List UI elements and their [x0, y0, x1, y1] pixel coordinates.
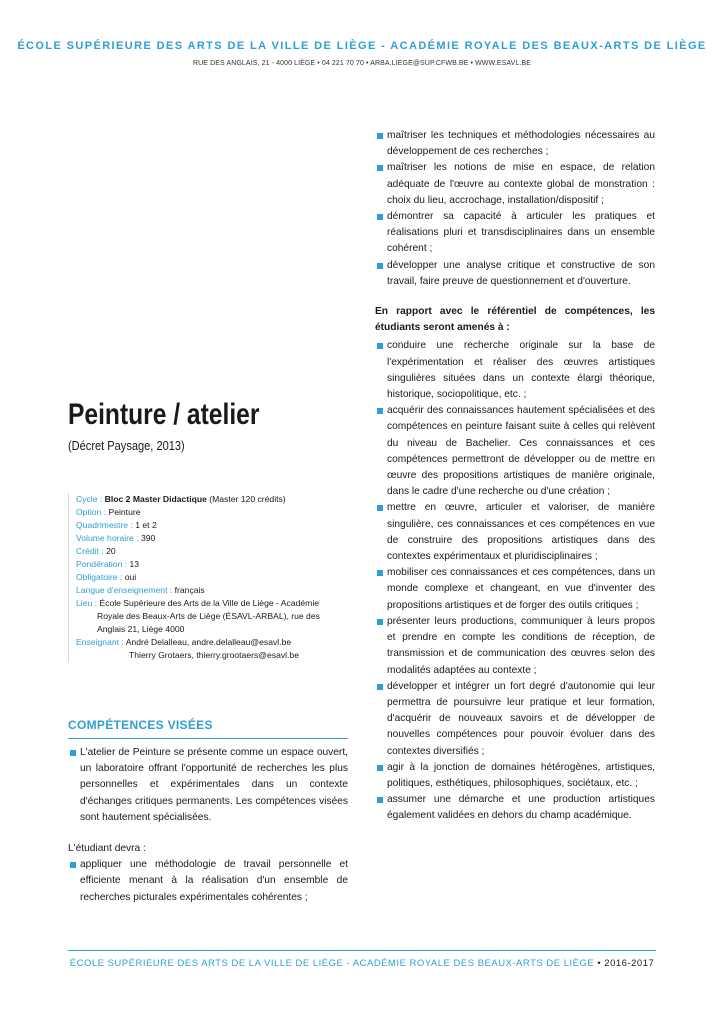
footer-separator: • [594, 958, 605, 969]
info-value: français [174, 585, 205, 595]
referentiel-intro: En rapport avec le référentiel de compétences, les étudiants seront amenés à : [375, 306, 655, 334]
list-item-text: assumer une démarche et une production artistiques également validées en dehors du champ académique. [387, 794, 655, 822]
list-item-text: maîtriser les notions de mise en espace, de relation adéquate de l'œuvre au contexte global de monstration : choix du lieu, accrochage, installation/dispositif ; [387, 162, 655, 206]
footer-school: ÉCOLE SUPÉRIEURE DES ARTS DE LA VILLE DE LIÈGE - ACADÉMIE ROYALE DES BEAUX-ARTS DE LIÈGE [69, 958, 595, 969]
list-item [375, 258, 655, 290]
list-item-text: mobiliser ces connaissances et ces compétences, dans un monde complexe et changeant, en vue d'inventer des propositions artistiques et de forger des outils critiques ; [387, 567, 655, 611]
list-item-text: démontrer sa capacité à articuler les pratiques et réalisations pluri et transdisciplinaires dans un ensemble cohérent ; [387, 211, 655, 255]
info-langue [76, 584, 353, 597]
info-label: Cycle : [76, 494, 105, 504]
bullet-square-icon [70, 750, 76, 756]
list-item [375, 565, 655, 614]
course-title: Peinture / atelier [68, 398, 260, 431]
list-item [375, 128, 655, 160]
info-lieu [76, 597, 353, 610]
list-item-text: développer et intégrer un fort degré d'autonomie qui leur permettra de poursuivre leur pratique et leur formation, d'acquérir de nouveaux savoirs et de développer de nouvelles compétences pour pouvoir évoluer dans des contextes diversifiés ; [387, 680, 655, 757]
bullet-square-icon [377, 263, 383, 269]
intro-list [68, 745, 348, 826]
info-lieu-line2: Royale des Beaux-Arts de Liège (ÉSAVL-ARBAL), rue des [97, 611, 320, 621]
course-subtitle: (Décret Paysage, 2013) [68, 438, 185, 453]
bullet-square-icon [377, 165, 383, 171]
bullet-square-icon [70, 862, 76, 868]
list-item [375, 792, 655, 824]
bullet-square-icon [377, 684, 383, 690]
list-item-text: agir à la jonction de domaines hétérogènes, artistiques, politiques, esthétiques, philosophiques, sociétaux, etc. ; [387, 761, 655, 789]
header-contact-line: RUE DES ANGLAIS, 21 - 4000 LIÈGE • 04 221 70 70 • ARBA.LIEGE@SUP.CFWB.BE • WWW.ESAVL.BE [192, 60, 532, 67]
bullet-square-icon [377, 133, 383, 139]
footer-year: 2016-2017 [604, 958, 655, 969]
right-column-text [375, 128, 655, 825]
info-option [76, 506, 353, 519]
footer-divider [68, 950, 656, 951]
list-item [375, 614, 655, 679]
list-item [375, 760, 655, 792]
right-bullet-list-2 [375, 338, 655, 824]
bullet-square-icon [377, 765, 383, 771]
info-label: Langue d'enseignement : [76, 585, 175, 595]
list-item [375, 500, 655, 565]
bullet-square-icon [377, 570, 383, 576]
list-item [68, 857, 348, 906]
intro-paragraph: L'atelier de Peinture se présente comme un espace ouvert, un laboratoire offrant l'opportunité de recherches les plus personnelles et expérimentales dans un contexte d'échanges critiques permanents. Les compétences visées sont hautement spécialisées. [80, 747, 348, 823]
info-value: Bloc 2 Master Didactique [104, 494, 207, 504]
course-info-block [68, 493, 353, 662]
left-bullet-list [68, 857, 348, 906]
info-label: Lieu : [76, 598, 100, 608]
bullet-square-icon [377, 797, 383, 803]
list-item [68, 745, 348, 826]
list-item [375, 160, 655, 209]
info-value: oui [124, 572, 137, 582]
info-ponderation [76, 558, 353, 571]
info-obligatoire [76, 571, 353, 584]
footer [0, 958, 724, 969]
list-item-text: acquérir des connaissances hautement spécialisées et des compétences en peinture faisant suite à celles qui relèvent du niveau de Bachelier. Ces connaissances et ces compétences permettront de développer ou de mettre en œuvre des propositions artistiques de manière originale, dans le cadre d'une recherche ou d'une création ; [387, 405, 655, 498]
info-cycle [76, 493, 353, 506]
list-item [375, 209, 655, 258]
bullet-square-icon [377, 343, 383, 349]
right-bullet-list-1 [375, 128, 655, 290]
info-value: 13 [129, 559, 140, 569]
info-label: Obligatoire : [76, 572, 125, 582]
bullet-square-icon [377, 408, 383, 414]
info-value: École Supérieure des Arts de la Ville de Liège - Académie [99, 598, 320, 608]
header-school-title: ÉCOLE SUPÉRIEURE DES ARTS DE LA VILLE DE LIÈGE - ACADÉMIE ROYALE DES BEAUX-ARTS DE LIÈGE [17, 40, 707, 52]
info-value: André Delalleau, andre.delalleau@esavl.be [125, 637, 292, 647]
list-item [375, 403, 655, 500]
list-item-text: mettre en œuvre, articuler et valoriser, de manière singulière, ces connaissances et ces compétences en vue de construire des propositions artistiques dans des contextes expérimentaux et pluridisciplinaires ; [387, 502, 655, 563]
list-item-text: présenter leurs productions, communiquer à leurs propos et prendre en compte les conditions de réception, de transmission et de communication des œuvres selon des modalités adaptées au contexte ; [387, 615, 655, 676]
etudiant-devra: L'étudiant devra : [68, 843, 146, 855]
list-item [375, 338, 655, 403]
info-label: Volume horaire : [76, 533, 141, 543]
info-quadrimestre [76, 519, 353, 532]
bullet-square-icon [377, 214, 383, 220]
bullet-square-icon [377, 619, 383, 625]
info-volume [76, 532, 353, 545]
info-value: 20 [106, 546, 116, 556]
left-column-text [68, 745, 348, 906]
info-label: Option : [76, 507, 109, 517]
info-lieu-line3: Anglais 21, Liège 4000 [97, 624, 185, 634]
bullet-square-icon [377, 505, 383, 511]
info-enseignant-2: Thierry Grotaers, thierry.grootaers@esavl.be [129, 650, 299, 660]
info-value-extra: (Master 120 crédits) [206, 494, 286, 504]
info-label: Enseignant : [76, 637, 126, 647]
info-credit [76, 545, 353, 558]
info-value: 390 [140, 533, 156, 543]
info-enseignant [76, 636, 353, 649]
list-item [375, 679, 655, 760]
section-heading-competences: COMPÉTENCES VISÉES [68, 718, 348, 739]
info-label: Quadrimestre : [76, 520, 136, 530]
info-value: Peinture [108, 507, 141, 517]
info-label: Pondération : [76, 559, 130, 569]
info-label: Crédit : [76, 546, 107, 556]
list-item-text: conduire une recherche originale sur la base de l'expérimentation et réaliser des œuvres artistiques singulières situées dans un contexte élargi théorique, historique, sociopolitique, etc. ; [387, 340, 655, 401]
info-value: 1 et 2 [135, 520, 157, 530]
list-item-text: développer une analyse critique et constructive de son travail, faire preuve de questionnement et d'ouverture. [387, 259, 655, 287]
list-item-text: maîtriser les techniques et méthodologies nécessaires au développement de ces recherches ; [387, 130, 655, 158]
list-item-text: appliquer une méthodologie de travail personnelle et efficiente menant à la réalisation d'un ensemble de recherches picturales expérimentales cohérentes ; [80, 859, 348, 903]
